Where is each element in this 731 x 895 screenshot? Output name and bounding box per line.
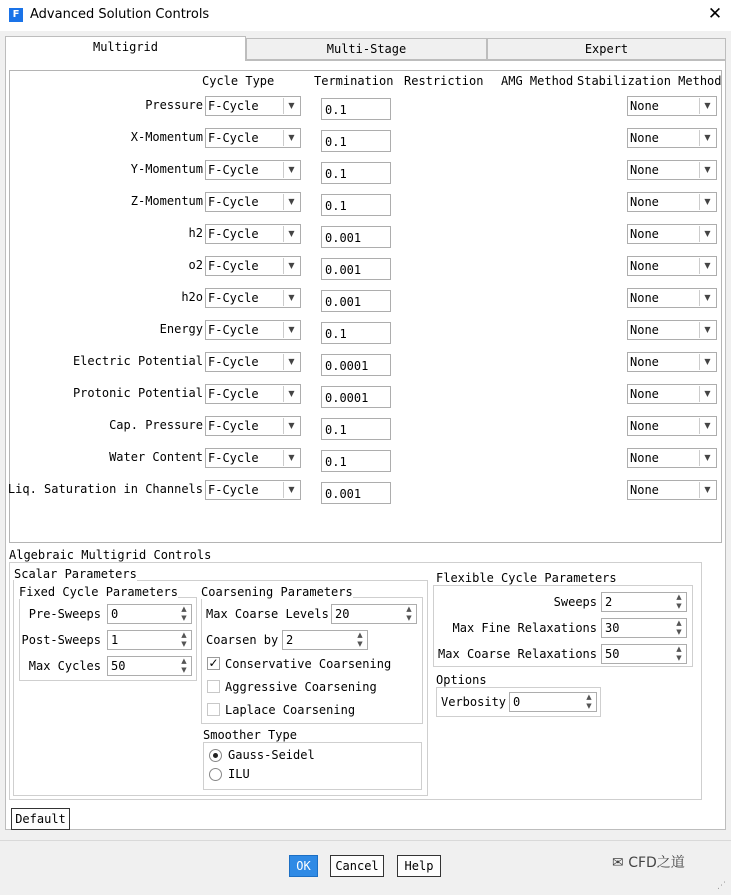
row-label: X-Momentum: [130, 130, 203, 144]
chevron-down-icon[interactable]: ▼: [283, 194, 299, 210]
stabilization-dropdown[interactable]: [627, 160, 717, 180]
watermark: [612, 852, 685, 872]
termination-input[interactable]: 0.1: [321, 162, 391, 184]
aggressive-coarsening-label: Aggressive Coarsening: [225, 680, 377, 694]
stabilization-value: None: [630, 195, 659, 209]
chevron-down-icon[interactable]: ▼: [283, 386, 299, 402]
app-icon: F: [9, 8, 23, 22]
pre-sweeps-label: Pre-Sweeps: [28, 607, 101, 621]
row-label: Y-Momentum: [130, 162, 203, 176]
row-label: Protonic Potential: [72, 386, 203, 400]
tab-expert[interactable]: Expert: [487, 38, 726, 60]
sweeps-spinner[interactable]: 2 ▲ ▼: [601, 592, 687, 612]
tab-multigrid[interactable]: Multigrid: [5, 36, 246, 61]
row-label: Cap. Pressure: [109, 418, 203, 432]
spin-up-icon[interactable]: ▲: [406, 605, 412, 613]
stabilization-value: None: [630, 483, 659, 497]
stabilization-value: None: [630, 227, 659, 241]
spin-up-icon[interactable]: ▲: [676, 593, 682, 601]
stabilization-dropdown[interactable]: [627, 416, 717, 436]
default-button[interactable]: Default: [11, 808, 70, 830]
wechat-icon: ✉: [612, 855, 624, 871]
cycle-type-value: F-Cycle: [208, 323, 259, 337]
termination-input[interactable]: 0.1: [321, 322, 391, 344]
chevron-down-icon[interactable]: ▼: [699, 322, 715, 338]
chevron-down-icon[interactable]: ▼: [283, 98, 299, 114]
gauss-seidel-label: Gauss-Seidel: [228, 748, 315, 762]
chevron-down-icon[interactable]: ▼: [283, 354, 299, 370]
cycle-type-value: F-Cycle: [208, 451, 259, 465]
stabilization-dropdown[interactable]: [627, 256, 717, 276]
termination-input[interactable]: 0.1: [321, 98, 391, 120]
cancel-button[interactable]: Cancel: [330, 855, 384, 877]
cycle-type-dropdown[interactable]: [205, 256, 301, 276]
max-coarse-levels-label: Max Coarse Levels: [206, 607, 329, 621]
spin-down-icon[interactable]: ▼: [357, 640, 363, 648]
chevron-down-icon[interactable]: ▼: [699, 194, 715, 210]
chevron-down-icon[interactable]: ▼: [699, 226, 715, 242]
amg-title: Algebraic Multigrid Controls: [9, 548, 212, 562]
spin-down-icon[interactable]: ▼: [676, 654, 682, 662]
cycle-type-value: F-Cycle: [208, 419, 259, 433]
stabilization-value: None: [630, 451, 659, 465]
max-coarse-levels-spinner[interactable]: 20 ▲ ▼: [331, 604, 417, 624]
gauss-seidel-radio[interactable]: [209, 749, 222, 762]
cycle-type-value: F-Cycle: [208, 227, 259, 241]
chevron-down-icon[interactable]: ▼: [699, 290, 715, 306]
stabilization-value: None: [630, 291, 659, 305]
resize-grip-icon[interactable]: ⋰: [717, 881, 726, 891]
max-coarse-relaxations-label: Max Coarse Relaxations: [438, 647, 597, 661]
max-cycles-label: Max Cycles: [28, 659, 101, 673]
cycle-type-dropdown[interactable]: [205, 320, 301, 340]
spin-down-icon[interactable]: ▼: [181, 614, 187, 622]
window-title: Advanced Solution Controls: [30, 7, 210, 22]
stabilization-dropdown[interactable]: [627, 320, 717, 340]
termination-input[interactable]: 0.001: [321, 482, 391, 504]
conservative-coarsening-checkbox[interactable]: ✓: [208, 656, 219, 670]
row-label: h2o: [181, 290, 203, 304]
help-button[interactable]: Help: [397, 855, 441, 877]
termination-input[interactable]: 0.0001: [321, 354, 391, 376]
termination-input[interactable]: 0.001: [321, 290, 391, 312]
spin-up-icon[interactable]: ▲: [181, 631, 187, 639]
stabilization-dropdown[interactable]: [627, 96, 717, 116]
smoother-type-title: Smoother Type: [203, 728, 297, 742]
termination-input[interactable]: 0.001: [321, 258, 391, 280]
cycle-type-value: F-Cycle: [208, 259, 259, 273]
cycle-type-value: F-Cycle: [208, 99, 259, 113]
cycle-type-dropdown[interactable]: [205, 160, 301, 180]
stabilization-value: None: [630, 355, 659, 369]
row-label: Z-Momentum: [130, 194, 203, 208]
header-cycle-type: Cycle Type: [202, 74, 275, 88]
spin-up-icon[interactable]: ▲: [676, 619, 682, 627]
chevron-down-icon[interactable]: ▼: [283, 418, 299, 434]
chevron-down-icon[interactable]: ▼: [699, 258, 715, 274]
verbosity-label: Verbosity: [441, 695, 507, 709]
spin-up-icon[interactable]: ▲: [357, 631, 363, 639]
chevron-down-icon[interactable]: ▼: [283, 226, 299, 242]
header-termination: Termination: [314, 74, 394, 88]
cycle-type-dropdown[interactable]: [205, 288, 301, 308]
flexible-cycle-title: Flexible Cycle Parameters: [436, 571, 617, 585]
cycle-type-dropdown[interactable]: [205, 224, 301, 244]
row-label: Pressure: [145, 98, 203, 112]
spin-down-icon[interactable]: ▼: [181, 640, 187, 648]
row-label: h2: [188, 226, 203, 240]
scalar-params-title: Scalar Parameters: [14, 567, 137, 581]
aggressive-coarsening-checkbox[interactable]: [207, 680, 220, 693]
chevron-down-icon[interactable]: ▼: [699, 162, 715, 178]
termination-input[interactable]: 0.001: [321, 226, 391, 248]
stabilization-dropdown[interactable]: [627, 352, 717, 372]
chevron-down-icon[interactable]: ▼: [283, 130, 299, 146]
cycle-type-value: F-Cycle: [208, 291, 259, 305]
laplace-coarsening-checkbox[interactable]: [207, 703, 220, 716]
close-icon[interactable]: ✕: [707, 4, 723, 24]
spin-up-icon[interactable]: ▲: [676, 645, 682, 653]
stabilization-dropdown[interactable]: [627, 384, 717, 404]
spin-down-icon[interactable]: ▼: [586, 702, 592, 710]
coarsen-by-label: Coarsen by: [206, 633, 279, 647]
cycle-type-dropdown[interactable]: [205, 352, 301, 372]
stabilization-value: None: [630, 419, 659, 433]
coarsening-title: Coarsening Parameters: [201, 585, 353, 599]
stabilization-value: None: [630, 131, 659, 145]
stabilization-dropdown[interactable]: [627, 192, 717, 212]
row-label: Liq. Saturation in Channels: [7, 482, 203, 496]
chevron-down-icon[interactable]: ▼: [699, 418, 715, 434]
max-fine-relaxations-label: Max Fine Relaxations: [452, 621, 597, 635]
cycle-type-dropdown[interactable]: [205, 416, 301, 436]
tab-multi-stage[interactable]: Multi-Stage: [246, 38, 487, 60]
termination-input[interactable]: 0.1: [321, 418, 391, 440]
cycle-type-dropdown[interactable]: [205, 480, 301, 500]
stabilization-value: None: [630, 163, 659, 177]
row-label: Water Content: [109, 450, 203, 464]
watermark-text: CFD之道: [628, 855, 685, 871]
spin-down-icon[interactable]: ▼: [676, 602, 682, 610]
spin-down-icon[interactable]: ▼: [181, 666, 187, 674]
chevron-down-icon[interactable]: ▼: [283, 450, 299, 466]
stabilization-dropdown[interactable]: [627, 288, 717, 308]
header-amg-method: AMG Method: [501, 74, 574, 88]
cycle-type-dropdown[interactable]: [205, 192, 301, 212]
stabilization-value: None: [630, 323, 659, 337]
chevron-down-icon[interactable]: ▼: [699, 450, 715, 466]
stabilization-value: None: [630, 387, 659, 401]
termination-input[interactable]: 0.0001: [321, 386, 391, 408]
row-label: Energy: [159, 322, 203, 336]
row-label: o2: [188, 258, 203, 272]
ilu-radio[interactable]: [209, 768, 222, 781]
stabilization-value: None: [630, 259, 659, 273]
cycle-type-value: F-Cycle: [208, 355, 259, 369]
row-label: Electric Potential: [72, 354, 203, 368]
cycle-type-value: F-Cycle: [208, 195, 259, 209]
ilu-label: ILU: [228, 767, 250, 781]
stabilization-dropdown[interactable]: [627, 480, 717, 500]
sweeps-label: Sweeps: [553, 595, 597, 609]
cycle-type-value: F-Cycle: [208, 387, 259, 401]
chevron-down-icon[interactable]: ▼: [283, 162, 299, 178]
fixed-cycle-title: Fixed Cycle Parameters: [19, 585, 178, 599]
cycle-type-value: F-Cycle: [208, 131, 259, 145]
chevron-down-icon[interactable]: ▼: [283, 290, 299, 306]
cycle-type-dropdown[interactable]: [205, 384, 301, 404]
chevron-down-icon[interactable]: ▼: [699, 482, 715, 498]
stabilization-dropdown[interactable]: [627, 128, 717, 148]
options-title: Options: [436, 673, 487, 687]
stabilization-dropdown[interactable]: [627, 448, 717, 468]
spin-up-icon[interactable]: ▲: [586, 693, 592, 701]
chevron-down-icon[interactable]: ▼: [283, 258, 299, 274]
spin-up-icon[interactable]: ▲: [181, 657, 187, 665]
spin-down-icon[interactable]: ▼: [676, 628, 682, 636]
coarsen-by-spinner[interactable]: 2 ▲ ▼: [282, 630, 368, 650]
post-sweeps-spinner[interactable]: 1 ▲ ▼: [107, 630, 192, 650]
laplace-coarsening-label: Laplace Coarsening: [225, 703, 356, 717]
max-fine-relaxations-spinner[interactable]: 30 ▲ ▼: [601, 618, 687, 638]
chevron-down-icon[interactable]: ▼: [699, 130, 715, 146]
termination-input[interactable]: 0.1: [321, 194, 391, 216]
stabilization-value: None: [630, 99, 659, 113]
termination-input[interactable]: 0.1: [321, 450, 391, 472]
cycle-type-value: F-Cycle: [208, 163, 259, 177]
cycle-type-dropdown[interactable]: [205, 448, 301, 468]
chevron-down-icon[interactable]: ▼: [283, 482, 299, 498]
stabilization-dropdown[interactable]: [627, 224, 717, 244]
spin-down-icon[interactable]: ▼: [406, 614, 412, 622]
cycle-type-dropdown[interactable]: [205, 96, 301, 116]
cycle-type-dropdown[interactable]: [205, 128, 301, 148]
cycle-type-value: F-Cycle: [208, 483, 259, 497]
chevron-down-icon[interactable]: ▼: [699, 98, 715, 114]
verbosity-spinner[interactable]: 0 ▲ ▼: [509, 692, 597, 712]
chevron-down-icon[interactable]: ▼: [283, 322, 299, 338]
termination-input[interactable]: 0.1: [321, 130, 391, 152]
spin-up-icon[interactable]: ▲: [181, 605, 187, 613]
max-cycles-spinner[interactable]: 50 ▲ ▼: [107, 656, 192, 676]
header-stabilization-method: Stabilization Method: [577, 74, 722, 88]
chevron-down-icon[interactable]: ▼: [699, 354, 715, 370]
header-restriction: Restriction: [404, 74, 484, 88]
max-coarse-relaxations-spinner[interactable]: 50 ▲ ▼: [601, 644, 687, 664]
chevron-down-icon[interactable]: ▼: [699, 386, 715, 402]
post-sweeps-label: Post-Sweeps: [21, 633, 101, 647]
footer-divider: [0, 840, 731, 841]
ok-button[interactable]: OK: [289, 855, 318, 877]
pre-sweeps-spinner[interactable]: 0 ▲ ▼: [107, 604, 192, 624]
conservative-coarsening-label: Conservative Coarsening: [225, 657, 392, 671]
